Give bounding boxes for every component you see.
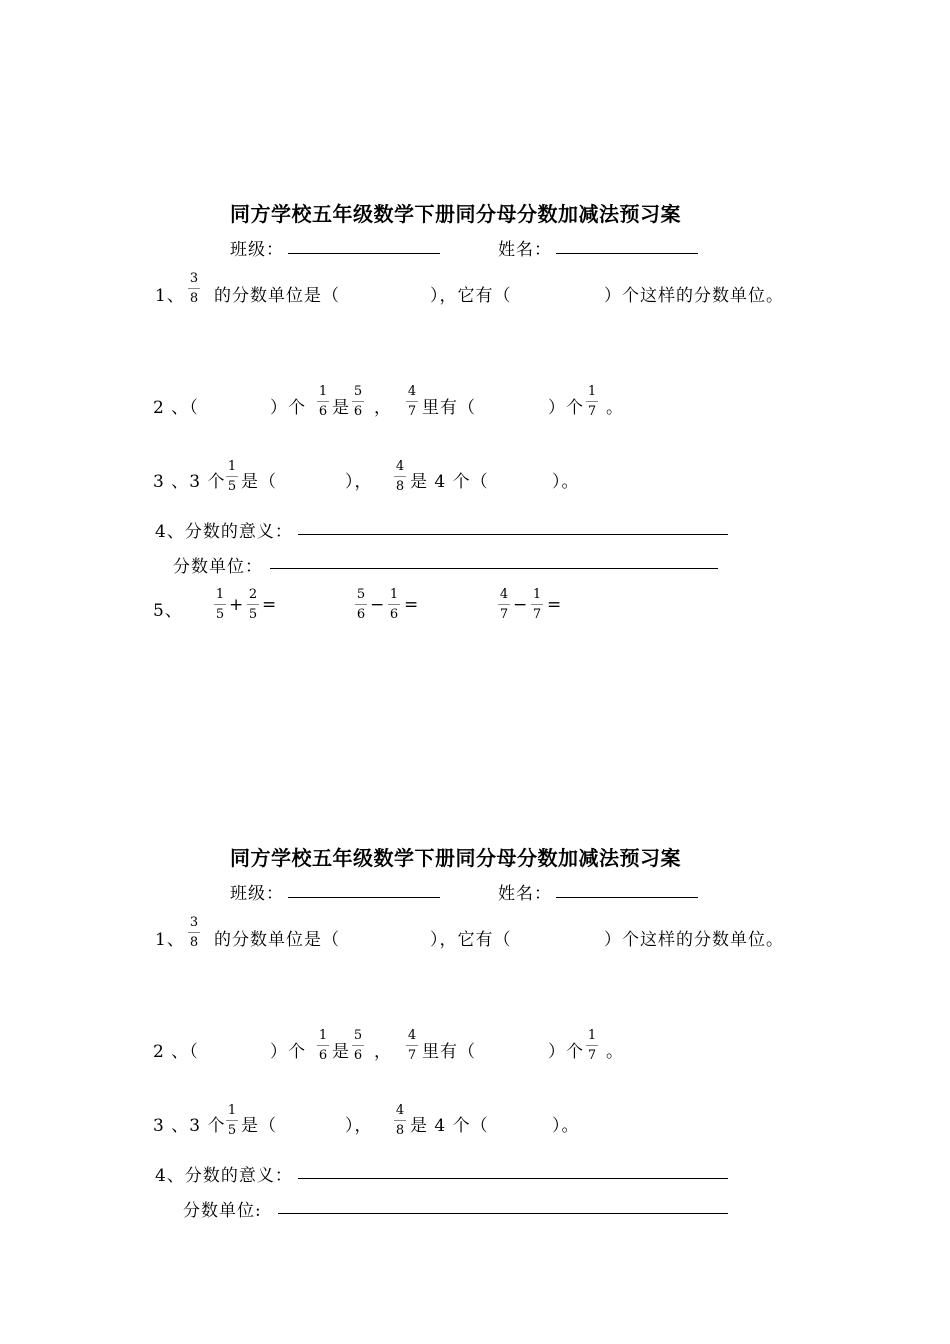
q5-e1-op: + — [229, 595, 245, 615]
q1-number: 1、 — [155, 286, 185, 306]
q5-e1-a: 1 5 — [215, 587, 225, 622]
q2-comma: ， — [374, 1042, 392, 1062]
q3-text-d: ）。 — [552, 472, 580, 492]
q4-unit-blank[interactable] — [270, 568, 718, 569]
q2-fraction-3: 4 7 — [407, 384, 417, 419]
class-label: 班级： — [230, 240, 284, 260]
q5-e3-eq: = — [547, 595, 563, 615]
class-blank[interactable] — [288, 253, 440, 254]
q2-is: 是 — [332, 1042, 350, 1062]
worksheet-title: 同方学校五年级数学下册同分母分数加减法预习案 — [230, 202, 681, 226]
worksheet-title: 同方学校五年级数学下册同分母分数加减法预习案 — [230, 846, 681, 870]
q1-text-a: 的分数单位是（ — [214, 930, 340, 950]
q4-meaning-label: 4、分数的意义： — [155, 522, 293, 542]
q3-text-a: 是（ — [241, 472, 277, 492]
q2-end: 。 — [606, 1042, 624, 1062]
q5-e3-a: 4 7 — [499, 587, 509, 622]
q5-e2-a: 5 6 — [356, 587, 366, 622]
q5-e2-op: − — [370, 595, 386, 615]
q1-text-c: ）个这样的分数单位。 — [604, 286, 784, 306]
name-label: 姓名： — [498, 240, 552, 260]
q4-meaning-blank[interactable] — [298, 534, 728, 535]
q3-text-b: ）， — [345, 472, 373, 492]
q2-text-c: ）个 — [548, 398, 584, 418]
q3-text-c: 是 4 个（ — [410, 1116, 489, 1136]
q1-fraction: 3 8 — [189, 915, 199, 950]
q3-number: 3 、3 个 — [153, 472, 226, 492]
q2-number: 2 、（ — [153, 1042, 199, 1062]
q2-text-c: ）个 — [548, 1042, 584, 1062]
q4-meaning-blank[interactable] — [298, 1178, 728, 1179]
q3-number: 3 、3 个 — [153, 1116, 226, 1136]
q5-e3-op: − — [513, 595, 529, 615]
q3-fraction-1: 1 5 — [227, 459, 237, 494]
q2-fraction-4: 1 7 — [587, 1028, 597, 1063]
q1-number: 1、 — [155, 930, 185, 950]
q2-fraction-2: 5 6 — [353, 384, 363, 419]
q5-e3-b: 1 7 — [532, 587, 542, 622]
q3-fraction-1: 1 5 — [227, 1103, 237, 1138]
q2-fraction-1: 1 6 — [318, 1028, 328, 1063]
q1-text-b: ），它有（ — [430, 286, 512, 306]
q2-comma: ， — [374, 398, 392, 418]
q4-unit-blank[interactable] — [278, 1213, 728, 1214]
q2-number: 2 、（ — [153, 398, 199, 418]
q3-fraction-2: 4 8 — [395, 1103, 405, 1138]
name-blank[interactable] — [556, 897, 698, 898]
q5-e2-b: 1 6 — [389, 587, 399, 622]
q3-text-b: ）， — [345, 1116, 373, 1136]
q5-e2-eq: = — [404, 595, 420, 615]
q3-text-a: 是（ — [241, 1116, 277, 1136]
q1-fraction — [186, 272, 202, 305]
numerator: 3 — [189, 271, 199, 286]
denominator: 8 — [189, 291, 199, 306]
q2-fraction-4: 1 7 — [587, 384, 597, 419]
q2-end: 。 — [606, 398, 624, 418]
q2-fraction-1: 1 6 — [318, 384, 328, 419]
q5-e1-b: 2 5 — [248, 587, 258, 622]
q3-text-c: 是 4 个（ — [410, 472, 489, 492]
q4-unit-label: 分数单位: — [183, 1201, 262, 1221]
q2-is: 是 — [332, 398, 350, 418]
q1-text-a: 的分数单位是（ — [214, 286, 340, 306]
q4-unit-label: 分数单位： — [173, 557, 263, 577]
q2-fraction-3: 4 7 — [407, 1028, 417, 1063]
q3-fraction-2: 4 8 — [395, 459, 405, 494]
q2-fraction-2: 5 6 — [353, 1028, 363, 1063]
q1-text-b: ），它有（ — [430, 930, 512, 950]
class-blank[interactable] — [288, 897, 440, 898]
q2-text-a: ）个 — [270, 1042, 306, 1062]
q4-meaning-label: 4、分数的意义： — [155, 1166, 293, 1186]
name-label: 姓名： — [498, 884, 552, 904]
q5-number: 5、 — [153, 601, 183, 621]
q5-e1-eq: = — [262, 595, 278, 615]
q2-text-b: 里有（ — [422, 1042, 476, 1062]
q2-text-a: ）个 — [270, 398, 306, 418]
q2-text-b: 里有（ — [422, 398, 476, 418]
q3-text-d: ）。 — [552, 1116, 580, 1136]
name-blank[interactable] — [556, 253, 698, 254]
class-label: 班级： — [230, 884, 284, 904]
q1-text-c: ）个这样的分数单位。 — [604, 930, 784, 950]
